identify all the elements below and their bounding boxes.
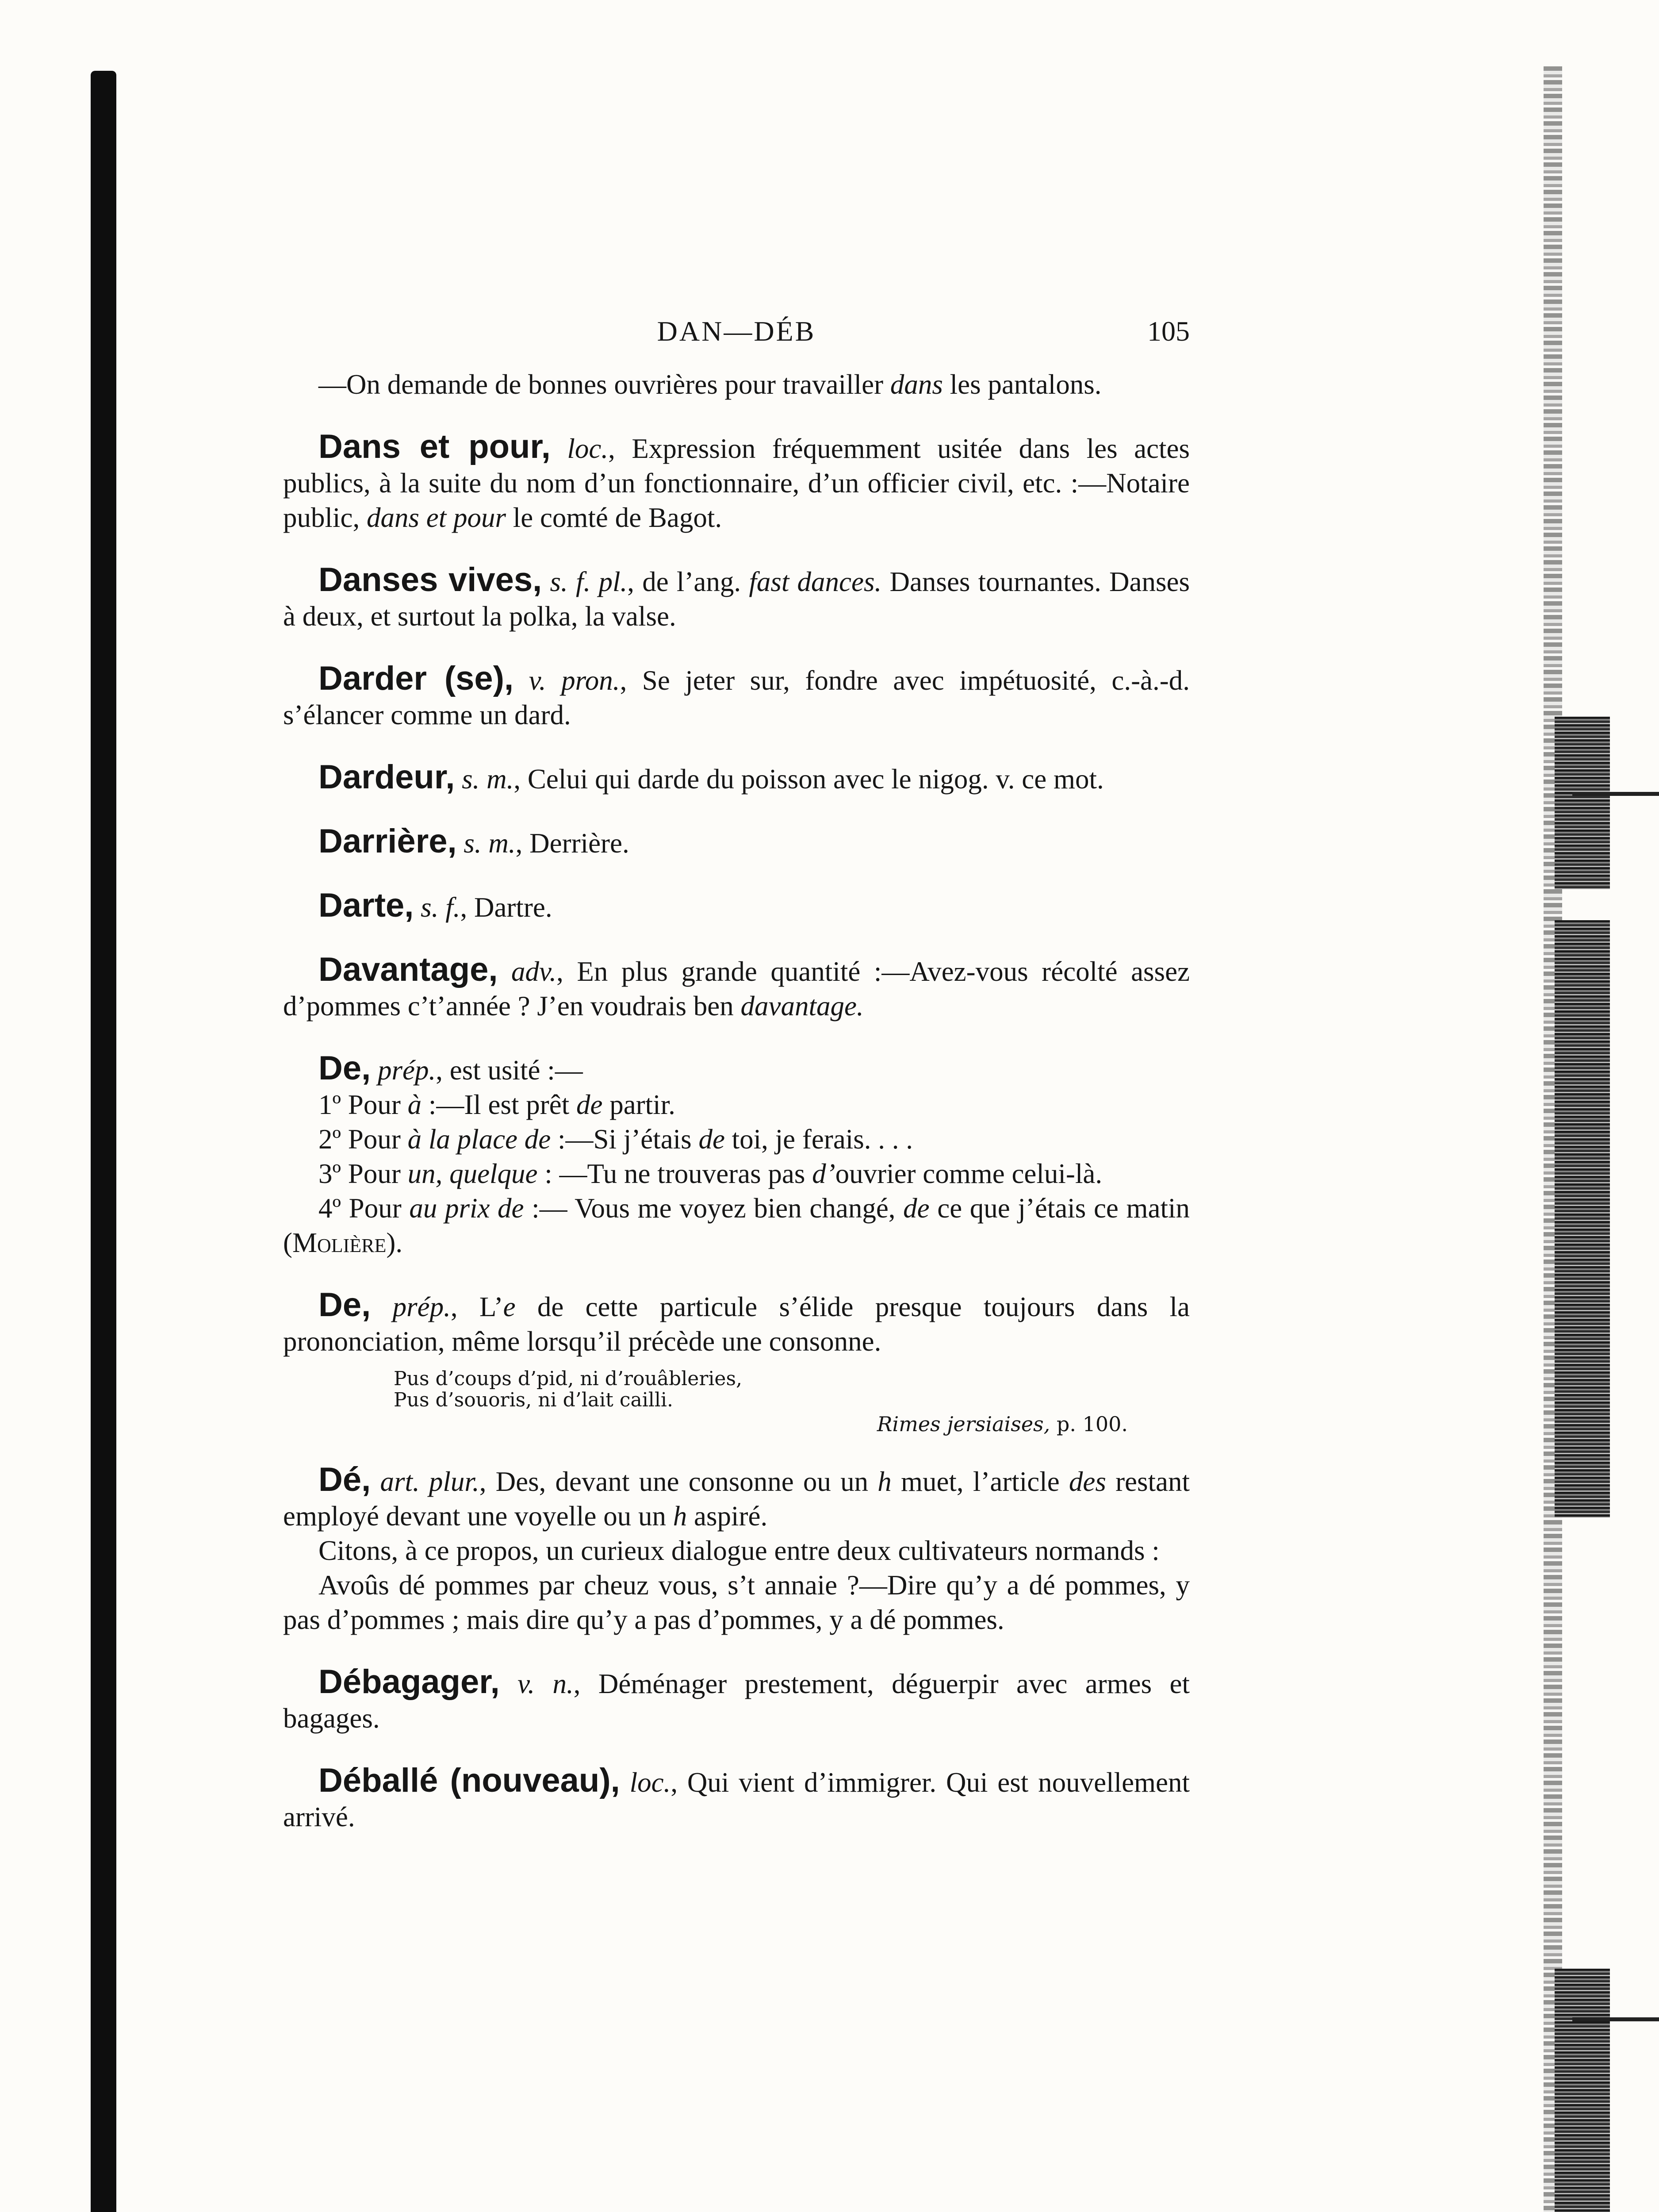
headword: De, (318, 1049, 371, 1087)
headword: Déballé (nouveau), (318, 1762, 620, 1799)
entry-darriere (283, 824, 1190, 860)
definition: , Expression fréquemment usitée dans les actes publics, à la suite du nom d’un fonctionnaire, d’un officier civil, etc. :—Notaire public, (283, 433, 1190, 533)
text-run-italic: fast dances. (749, 566, 882, 597)
quote-source (394, 1413, 1128, 1435)
text-run: : —Tu ne trouveras pas (537, 1158, 812, 1189)
page-number: 105 (1147, 315, 1190, 347)
headword: Davantage, (318, 951, 498, 988)
headword: Darte, (318, 887, 414, 924)
scan-artifact (1555, 920, 1610, 1517)
headword: Dé, (318, 1461, 371, 1498)
entry-de-article (283, 1463, 1190, 1637)
entry-de-preposition (283, 1051, 1190, 1260)
definition: , L’ (450, 1291, 503, 1322)
definition: , Qui vient d’immigrer. Qui est nouvellement arrivé. (283, 1767, 1190, 1832)
grammar-label: adv. (511, 956, 557, 987)
grammar-label: v. n. (517, 1668, 574, 1699)
paragraph: Citons, à ce propos, un curieux dialogue entre deux cultivateurs normands : (318, 1535, 1160, 1566)
source-page: p. 100. (1050, 1412, 1128, 1436)
text-run-italic: de (576, 1089, 603, 1120)
headword: Danses vives, (318, 561, 542, 599)
text-run-italic: dans (890, 369, 943, 400)
entry-debagager (283, 1665, 1190, 1736)
definition: aspiré. (687, 1501, 768, 1532)
page-header (283, 314, 1190, 354)
definition: , Dartre. (460, 892, 552, 923)
text-run: ouvrier comme celui-là. (835, 1158, 1103, 1189)
usage-item (283, 1122, 1190, 1156)
text-run-italic: h (673, 1501, 687, 1532)
text-run-italic: un, quelque (407, 1158, 538, 1189)
grammar-label: loc. (629, 1767, 671, 1798)
text-run: ce que j’étais ce matin ( (283, 1193, 1190, 1258)
text-run-italic: d’ (812, 1158, 835, 1189)
usage-item (283, 1191, 1190, 1260)
text-run-italic: au prix de (409, 1193, 524, 1224)
definition: le comté de Bagot. (506, 502, 722, 533)
definition: de cette particule s’élide presque toujours dans la prononciation, même lorsqu’il précède une consonne. (283, 1291, 1190, 1357)
continuation-text (283, 367, 1190, 402)
definition: , Derrière. (515, 828, 629, 859)
text-run: toi, je ferais. . . . (724, 1124, 913, 1155)
entry-deballe (283, 1763, 1190, 1834)
headword: Dardeur, (318, 758, 455, 796)
text-run: :—Si j’étais (551, 1124, 699, 1155)
definition: muet, l’article (891, 1466, 1069, 1497)
grammar-label: prép. (392, 1291, 451, 1322)
definition: , de l’ang. (627, 566, 749, 597)
scan-artifact (1572, 792, 1659, 796)
headword: Débagager, (318, 1663, 500, 1701)
entry-danses-vives (283, 563, 1190, 634)
text-run: les pantalons. (943, 369, 1102, 400)
scan-artifact (1572, 2017, 1659, 2021)
text-run: :—Il est prêt (421, 1089, 576, 1120)
text-run-italic: de (698, 1124, 725, 1155)
entry-davantage (283, 952, 1190, 1023)
grammar-label: art. plur. (380, 1466, 479, 1497)
usage-item (283, 1156, 1190, 1191)
definition: , Des, devant une consonne ou un (479, 1466, 878, 1497)
text-run-italic: des (1069, 1466, 1106, 1497)
grammar-label: s. f. (421, 892, 460, 923)
entry-dans-et-pour (283, 430, 1190, 535)
text-run: —On demande de bonnes ouvrières pour travailler (318, 369, 890, 400)
entry-de-head (283, 1051, 1190, 1087)
headword: Darder (se), (318, 660, 514, 697)
grammar-label: v. pron. (529, 665, 620, 696)
verse-line: Pus d’souoris, ni d’lait cailli. (394, 1389, 673, 1411)
entry-de-article-def (283, 1463, 1190, 1533)
scan-artifact (1555, 1969, 1610, 2212)
grammar-label: s. f. pl. (550, 566, 628, 597)
binding-shadow (91, 71, 116, 2212)
definition: , Se jeter sur, fondre avec impétuosité, c.-à.-d. s’élancer comme un dard. (283, 665, 1190, 730)
source-title: Rimes jersiaises, (877, 1412, 1050, 1436)
text-run: :— Vous me voyez bien changé, (524, 1193, 904, 1224)
headword: De, (318, 1286, 371, 1324)
headword: Darrière, (318, 822, 457, 860)
entry-dardeur (283, 760, 1190, 796)
running-head: DAN—DÉB (657, 315, 816, 347)
definition: , est usité :— (436, 1055, 583, 1086)
text-run: partir. (602, 1089, 675, 1120)
grammar-label: prép. (378, 1055, 436, 1086)
author-name: Molière (292, 1227, 387, 1258)
text-run-italic: à (407, 1089, 422, 1120)
definition: Danses tournantes. Danses à deux, et surtout la polka, la valse. (283, 566, 1190, 632)
usage-number: 4º Pour (318, 1193, 410, 1224)
usage-number: 3º Pour (318, 1158, 408, 1189)
entry-darte (283, 888, 1190, 925)
entry-darder (283, 661, 1190, 732)
scan-artifact (1555, 717, 1610, 889)
definition: restant employé devant une voyelle ou un (283, 1466, 1190, 1532)
definition: , Déménager prestement, déguerpir avec armes et bagages. (283, 1668, 1190, 1734)
text-run-italic: à la place de (407, 1124, 551, 1155)
usage-number: 2º Pour (318, 1124, 408, 1155)
verse-line: Pus d’coups d’pid, ni d’rouâbleries, (394, 1367, 743, 1390)
grammar-label: s. m. (462, 764, 514, 795)
text-run-italic: de (903, 1193, 930, 1224)
usage-item (283, 1087, 1190, 1122)
definition: , Celui qui darde du poisson avec le nigog. v. ce mot. (513, 764, 1104, 795)
text-run: ). (386, 1227, 403, 1258)
text-run-italic: dans et pour (366, 502, 506, 533)
grammar-label: s. m. (464, 828, 516, 859)
entry-de-elision (283, 1288, 1190, 1359)
text-run-italic: e (503, 1291, 516, 1322)
grammar-label: loc. (567, 433, 609, 464)
dialogue-example: Avoûs dé pommes par cheuz vous, s’t annaie ?—Dire qu’y a dé pommes, y pas d’pommes ; mais dire qu’y a pas d’pommes, y a dé pommes. (283, 1570, 1190, 1635)
headword: Dans et pour, (318, 428, 551, 465)
dictionary-page (283, 314, 1190, 1842)
definition: , En plus grande quantité :—Avez-vous récolté assez d’pommes c’t’année ? J’en voudrais ben (283, 956, 1190, 1022)
verse-quote (394, 1368, 1190, 1435)
usage-number: 1º Pour (318, 1089, 408, 1120)
text-run-italic: h (877, 1466, 892, 1497)
text-run-italic: davantage. (740, 991, 864, 1022)
